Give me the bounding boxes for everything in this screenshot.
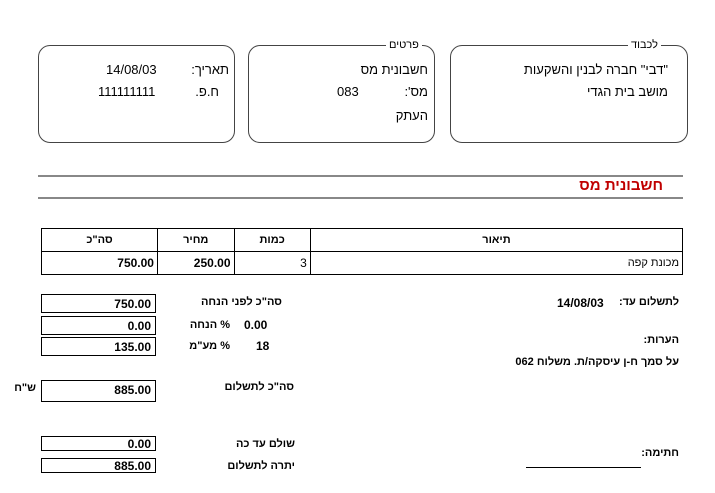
vat-percent: 18: [256, 339, 270, 353]
paid-value: 0.00: [41, 436, 156, 451]
vat-value: 135.00: [41, 337, 156, 356]
row-price: 250.00: [157, 252, 234, 275]
notes-text: על סמך ח-ן עיסקה/ת. משלוח 062: [515, 356, 679, 368]
paid-label: שולם עד כה: [235, 438, 295, 450]
header-total: סה"כ: [42, 229, 158, 252]
meta-date-label: תאריך:: [191, 62, 229, 77]
due-label: לתשלום עד:: [618, 296, 679, 308]
items-table: [41, 228, 683, 275]
discount-label: % הנחה: [189, 319, 230, 331]
balance-label: יתרה לתשלום: [227, 460, 295, 472]
due-date: 14/08/03: [557, 296, 604, 310]
discount-value: 0.00: [41, 316, 156, 335]
row-quantity: 3: [234, 252, 310, 275]
meta-id-label: ח.פ.: [195, 84, 219, 99]
signature-label: חתימה:: [641, 447, 679, 459]
header-description: תיאור: [310, 229, 682, 252]
subtotal-label: סה"כ לפני הנחה: [200, 296, 282, 308]
table-header-row: [42, 229, 683, 252]
details-number: 083: [337, 84, 359, 99]
divider-bottom: [38, 197, 683, 199]
document-title: חשבונית מס: [579, 177, 663, 194]
total-label: סה"כ לתשלום: [224, 381, 294, 393]
discount-percent: 0.00: [244, 318, 268, 332]
row-total: 750.00: [42, 252, 158, 275]
recipient-legend: לכבוד: [628, 39, 661, 51]
meta-date: 14/08/03: [106, 62, 157, 77]
table-row: [42, 252, 683, 275]
row-description: מכונת קפה: [310, 252, 682, 275]
subtotal-value: 750.00: [41, 294, 156, 313]
vat-label: % מע"מ: [189, 340, 230, 352]
currency-label: ש"ח: [14, 382, 36, 394]
recipient-address: מושב בית הגדי: [587, 84, 668, 99]
balance-value: 885.00: [41, 458, 156, 473]
signature-line: [526, 467, 641, 468]
details-legend: פרטים: [386, 39, 422, 51]
header-quantity: כמות: [234, 229, 310, 252]
meta-id: 111111111: [98, 84, 156, 99]
details-copy: העתק: [395, 108, 428, 123]
recipient-name: "דבי" חברה לבנין והשקעות: [523, 62, 668, 77]
header-price: מחיר: [157, 229, 234, 252]
details-doc-type: חשבונית מס: [360, 62, 428, 77]
details-number-label: מס':: [404, 84, 428, 99]
notes-label: הערות:: [643, 334, 679, 346]
total-value: 885.00: [41, 380, 156, 402]
